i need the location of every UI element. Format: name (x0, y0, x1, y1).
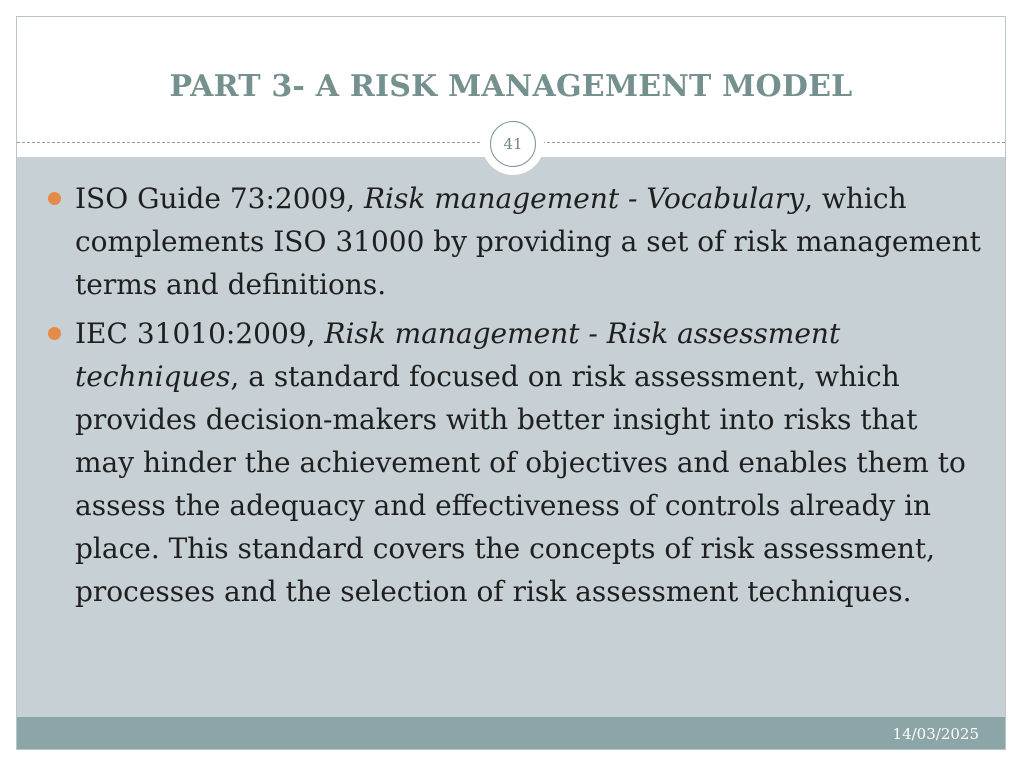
slide-number-badge (482, 113, 544, 175)
bullet-text-title: Risk management - Risk assessment techniques (75, 317, 841, 393)
bullet-dot-icon (48, 327, 61, 340)
slide-number: 41 (490, 121, 536, 167)
bullet-text-part: ISO Guide 73:2009, (75, 182, 364, 215)
footer-date: 14/03/2025 (892, 725, 979, 743)
slide-title: PART 3- A RISK MANAGEMENT MODEL (169, 69, 853, 104)
slide (16, 16, 1006, 750)
bullet-text-part: , which complements ISO 31000 by providing a set of risk management terms and definitions. (75, 182, 981, 301)
bullet-item-iso-guide-73 (17, 177, 1005, 306)
bullet-text (75, 317, 966, 608)
footer-bar (17, 717, 1005, 750)
bullet-text (75, 182, 981, 301)
bullet-list (17, 177, 1005, 619)
bullet-text-part: , a standard focused on risk assessment, which provides decision-makers with better insight into risks that may hinder the achievement of objectives and enables them to assess the adequacy and effectiveness of controls already in place. This standard covers the concepts of risk assessment, processes and the selection of risk assessment techniques. (75, 360, 966, 608)
bullet-text-title: Risk management - Vocabulary (363, 182, 805, 215)
bullet-item-iec-31010 (17, 312, 1005, 613)
bullet-text-part: IEC 31010:2009, (75, 317, 325, 350)
bullet-dot-icon (48, 192, 61, 205)
